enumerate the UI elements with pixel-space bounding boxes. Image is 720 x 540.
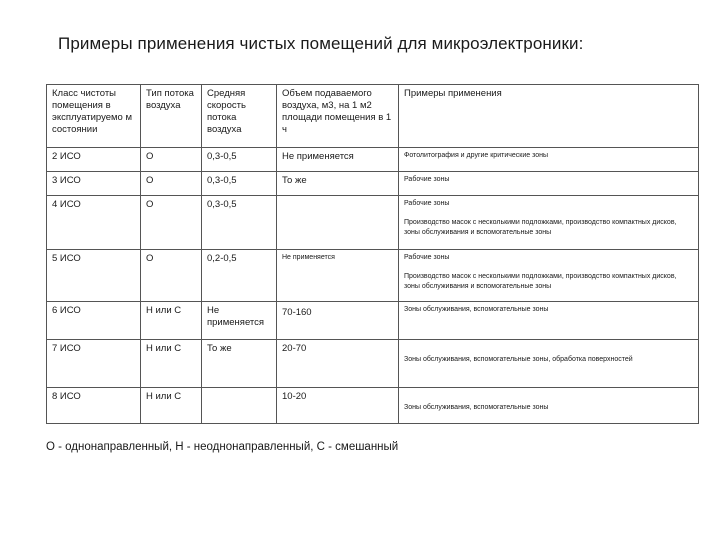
table-row (47, 196, 699, 250)
cell-flow: Н или С (141, 302, 202, 340)
header-volume: Объем подаваемого воздуха, м3, на 1 м2 площади помещения в 1 ч (277, 85, 399, 148)
table-header-row (47, 85, 699, 148)
cell-flow: О (141, 148, 202, 172)
legend-note: О - однонаправленный, Н - неоднонаправленный, С - смешанный (46, 441, 399, 453)
cell-volume: 10-20 (277, 388, 399, 424)
table-row (47, 250, 699, 302)
cell-class: 7 ИСО (47, 340, 141, 388)
cell-flow: О (141, 250, 202, 302)
table-row (47, 340, 699, 388)
cell-speed: 0,3-0,5 (202, 196, 277, 250)
cell-volume (277, 196, 399, 250)
use-primary: Зоны обслуживания, вспомогательные зоны (404, 404, 549, 411)
table-row (47, 172, 699, 196)
cell-use: Зоны обслуживания, вспомогательные зоны (399, 302, 699, 340)
cell-class: 3 ИСО (47, 172, 141, 196)
cell-class: 6 ИСО (47, 302, 141, 340)
cell-flow: О (141, 196, 202, 250)
cell-speed: То же (202, 340, 277, 388)
cell-volume (277, 302, 399, 340)
table-row (47, 148, 699, 172)
cell-volume: 20-70 (277, 340, 399, 388)
cleanroom-table (46, 84, 699, 424)
cell-speed: 0,3-0,5 (202, 172, 277, 196)
cell-speed: Не применяется (202, 302, 277, 340)
cell-class: 8 ИСО (47, 388, 141, 424)
cell-use (399, 196, 699, 250)
volume-value: 70-160 (282, 307, 312, 318)
cell-flow: Н или С (141, 388, 202, 424)
cell-use: Фотолитография и другие критические зоны (399, 148, 699, 172)
header-speed: Средняя скорость потока воздуха (202, 85, 277, 148)
use-primary: Рабочие зоны (404, 200, 450, 207)
cell-class: 5 ИСО (47, 250, 141, 302)
cell-class: 4 ИСО (47, 196, 141, 250)
header-use: Примеры применения (399, 85, 699, 148)
header-flow-type: Тип потока воздуха (141, 85, 202, 148)
cell-class: 2 ИСО (47, 148, 141, 172)
use-primary: Рабочие зоны (404, 254, 450, 261)
cell-speed: 0,2-0,5 (202, 250, 277, 302)
cell-flow: О (141, 172, 202, 196)
cell-use (399, 250, 699, 302)
table-row (47, 302, 699, 340)
header-class: Класс чистоты помещения в эксплуатируемо м состоянии (47, 85, 141, 148)
table-row (47, 388, 699, 424)
cell-flow: Н или С (141, 340, 202, 388)
cell-use: Рабочие зоны (399, 172, 699, 196)
use-primary: Зоны обслуживания, вспомогательные зоны, обработка поверхностей (404, 356, 633, 363)
use-secondary: Производство масок с несколькими подложками, производство компактных дисков, зоны обслуживания и вспомогательные зоны (404, 273, 677, 290)
cell-speed (202, 388, 277, 424)
use-secondary: Производство масок с несколькими подложками, производство компактных дисков, зоны обслуживания и вспомогательные зоны (404, 219, 677, 236)
cell-volume: Не применяется (277, 250, 399, 302)
cell-speed: 0,3-0,5 (202, 148, 277, 172)
cell-use (399, 340, 699, 388)
cell-volume: Не применяется (277, 148, 399, 172)
page-title: Примеры применения чистых помещений для микроэлектроники: (58, 34, 584, 53)
cell-volume: То же (277, 172, 399, 196)
cell-use (399, 388, 699, 424)
